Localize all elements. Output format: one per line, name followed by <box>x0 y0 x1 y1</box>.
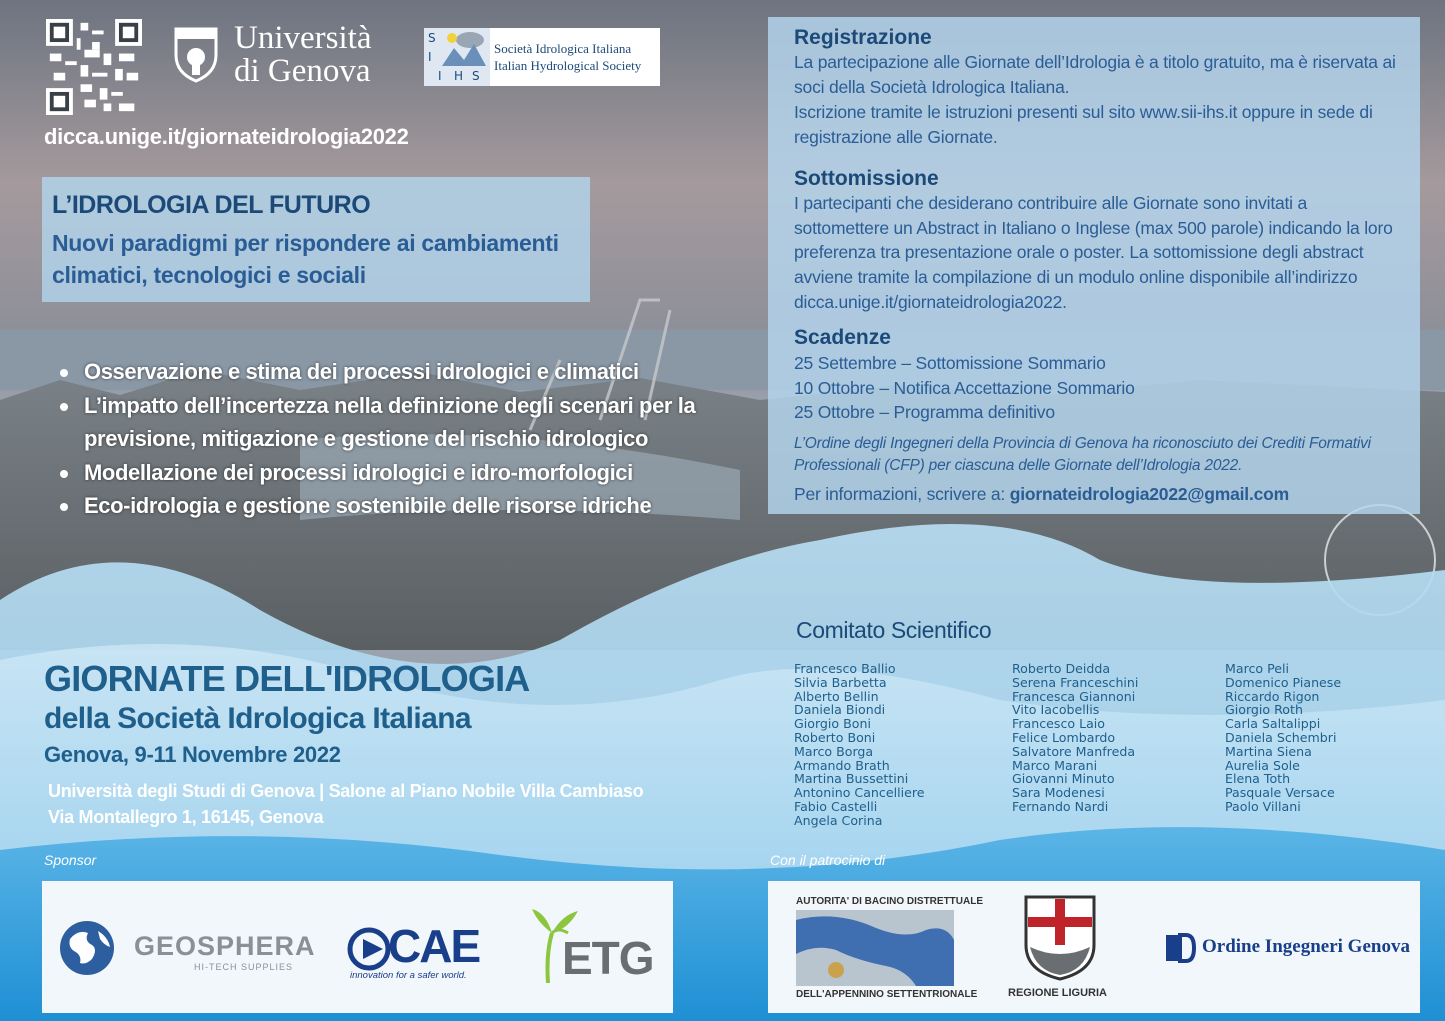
committee-member: Domenico Pianese <box>1225 674 1342 690</box>
theme-box <box>42 177 590 302</box>
unige-shield-icon <box>172 25 220 83</box>
event-date: Genova, 9-11 Novembre 2022 <box>44 742 341 767</box>
info-box <box>768 17 1420 514</box>
committee-member: Roberto Boni <box>794 729 876 745</box>
committee-member: Salvatore Manfreda <box>1012 743 1136 759</box>
committee-member: Francesca Giannoni <box>1012 688 1136 704</box>
committee-member: Marco Peli <box>1225 661 1290 676</box>
committee-member: Carla Saltalippi <box>1225 716 1321 732</box>
committee-member: Marco Marani <box>1012 757 1098 773</box>
committee-member: Riccardo Rigon <box>1225 688 1320 704</box>
committee-member: Pasquale Versace <box>1225 785 1335 801</box>
sii-letter-s: S <box>428 31 436 45</box>
deadline-item: 25 Ottobre – Programma definitivo <box>794 402 1055 423</box>
patronage-label: Con il patrocinio di <box>770 852 886 868</box>
sii-letter-i1: I <box>428 50 432 64</box>
committee-column-3 <box>1225 662 1341 814</box>
sii-ihs-logo <box>424 28 660 86</box>
theme-subtitle: Nuovi paradigmi per rispondere ai cambiamenti climatici, tecnologici e sociali <box>52 230 559 288</box>
committee-member: Giorgio Roth <box>1225 702 1303 718</box>
committee-member: Daniela Biondi <box>794 702 886 718</box>
deadlines-list <box>794 351 1402 425</box>
globe-icon <box>58 919 116 977</box>
committee-member: Aurelia Sole <box>1225 757 1300 773</box>
event-title: GIORNATE DELL'IDROLOGIA <box>44 658 530 699</box>
sii-letter-s2: S <box>472 69 480 83</box>
topic-item <box>84 389 764 456</box>
registration-heading: Registrazione <box>794 26 932 49</box>
topic-item <box>84 456 764 490</box>
event-subtitle: della Società Idrologica Italiana <box>44 702 472 735</box>
cfp-note: L’Ordine degli Ingegneri della Provincia di Genova ha riconosciuto dei Crediti Formativi Professionali (CFP) per ciascuna delle Giornate dell’Idrologia 2022. <box>794 435 1371 474</box>
contact-line <box>794 482 1402 507</box>
committee-member: Armando Brath <box>794 757 890 773</box>
committee-column-1 <box>794 662 924 828</box>
committee-member: Antonino Cancelliere <box>794 785 925 801</box>
deadline-item: 10 Ottobre – Notifica Accettazione Sommario <box>794 377 1135 398</box>
site-url-link[interactable]: dicca.unige.it/giornateidrologia2022 <box>44 124 409 149</box>
committee-member: Giovanni Minuto <box>1012 771 1115 787</box>
sii-line2: Italian Hydrological Society <box>494 58 642 73</box>
theme-title: L’IDROLOGIA DEL FUTURO <box>52 191 371 219</box>
regione-name: REGIONE LIGURIA <box>1008 987 1108 999</box>
cae-name: CAE <box>388 920 480 972</box>
committee-member: Alberto Bellin <box>794 688 879 704</box>
committee-column-2 <box>1012 662 1138 814</box>
sponsor-box <box>42 881 673 1013</box>
liguria-map-icon <box>796 910 954 986</box>
committee-member: Fabio Castelli <box>794 798 878 814</box>
committee-member: Paolo Villani <box>1225 798 1301 814</box>
committee-member: Felice Lombardo <box>1012 729 1116 745</box>
bullet-icon <box>60 369 68 377</box>
sponsor-label: Sponsor <box>44 852 97 868</box>
unige-wordmark <box>234 22 371 88</box>
contact-prefix: Per informazioni, scrivere a: <box>794 484 1010 504</box>
committee-member: Francesco Laio <box>1012 716 1106 732</box>
deadline-item: 25 Settembre – Sottomissione Sommario <box>794 353 1106 373</box>
sii-letter-i2: I <box>438 69 442 83</box>
venue-line: Università degli Studi di Genova | Salone al Piano Nobile Villa Cambiaso <box>48 781 644 801</box>
topic-text: Modellazione dei processi idrologici e idro-morfologici <box>84 459 633 485</box>
submission-heading: Sottomissione <box>794 167 939 190</box>
committee-member: Daniela Schembri <box>1225 729 1337 745</box>
ordine-logo-icon <box>1164 933 1196 963</box>
registration-text-2: Iscrizione tramite le istruzioni presenti sul sito www.sii-ihs.it oppure in sede di registrazione alle Giornate. <box>794 102 1373 147</box>
etg-name: ETG <box>562 932 654 984</box>
topic-item <box>84 355 764 389</box>
committee-member: Martina Bussettini <box>794 771 909 787</box>
cae-tag: innovation for a safer world. <box>350 970 467 981</box>
ordine-name: Ordine Ingegneri Genova <box>1202 936 1410 957</box>
autorita-top: AUTORITA' DI BACINO DISTRETTUALE <box>796 896 984 907</box>
committee-member: Angela Corina <box>794 812 883 828</box>
patronage-box <box>768 881 1420 1013</box>
deadlines-heading: Scadenze <box>794 326 891 349</box>
bullet-icon <box>60 503 68 511</box>
committee-member: Silvia Barbetta <box>794 674 887 690</box>
committee-member: Vito Iacobellis <box>1012 702 1100 718</box>
submission-text: I partecipanti che desiderano contribuire alle Giornate sono invitati a sottomettere un Abstract in Italiano o Inglese (max 500 parole) indicando la loro preferenza tra presentazione orale o poster. La sottomissione degli abstract avviene tramite la compilazione di un modulo online disponibile all’indirizzo dicca.unige.it/giornateidrologia2022. <box>794 193 1393 312</box>
topics-list <box>56 355 764 523</box>
autorita-bottom: DELL'APPENNINO SETTENTRIONALE <box>796 989 978 1000</box>
bullet-icon <box>60 403 68 411</box>
sii-letter-h: H <box>454 69 464 83</box>
committee-member: Giorgio Boni <box>794 716 871 732</box>
unige-line2: di Genova <box>234 53 371 89</box>
contact-email-link[interactable]: giornateidrologia2022@gmail.com <box>1009 484 1290 504</box>
committee-member: Martina Siena <box>1225 743 1312 759</box>
registration-text-1: La partecipazione alle Giornate dell’Idrologia è a titolo gratuito, ma è riservata ai soci della Società Idrologica Italiana. <box>794 52 1396 97</box>
topic-text: L’impatto dell’incertezza nella definizione degli scenari per la previsione, mitigazione e gestione del rischio idrologico <box>84 392 696 451</box>
liguria-crest-icon <box>1024 895 1096 981</box>
sii-line1: Società Idrologica Italiana <box>494 41 632 56</box>
topic-text: Eco-idrologia e gestione sostenibile delle risorse idriche <box>84 493 652 518</box>
committee-title: Comitato Scientifico <box>796 617 992 643</box>
address-line: Via Montallegro 1, 16145, Genova <box>48 807 324 827</box>
committee-member: Fernando Nardi <box>1012 798 1109 814</box>
geosphera-name: GEOSPHERA <box>134 931 316 961</box>
rain-cloud-icon <box>440 30 488 68</box>
geosphera-tag: HI-TECH SUPPLIES <box>194 962 294 972</box>
event-venue <box>48 778 643 830</box>
topic-item <box>84 489 764 523</box>
topic-text: Osservazione e stima dei processi idrologici e climatici <box>84 359 639 384</box>
committee-member: Roberto Deidda <box>1012 661 1111 676</box>
committee-member: Francesco Ballio <box>794 661 896 676</box>
committee-member: Elena Toth <box>1225 771 1291 787</box>
committee-member: Sara Modenesi <box>1012 785 1105 801</box>
bullet-icon <box>60 470 68 478</box>
sii-emblem <box>424 28 490 86</box>
unige-line1: Università <box>234 20 372 56</box>
committee-member: Marco Borga <box>794 743 874 759</box>
qr-code-icon[interactable] <box>46 19 142 115</box>
committee-member: Serena Franceschini <box>1012 674 1139 690</box>
